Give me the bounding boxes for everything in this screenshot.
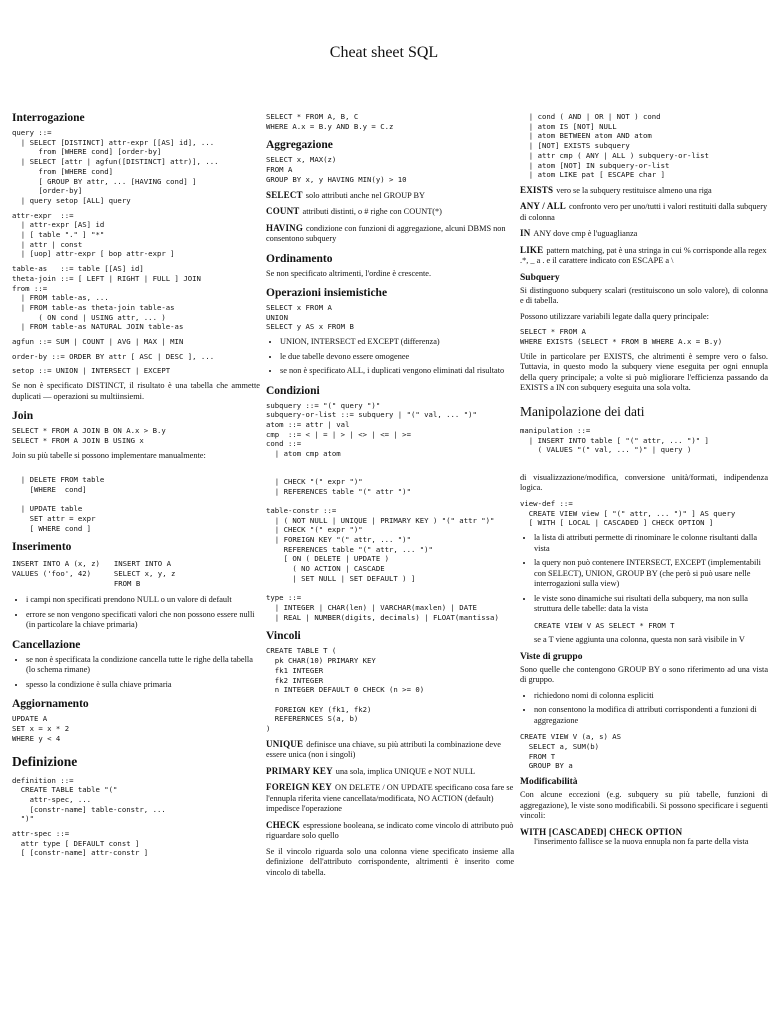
code-attr-expr: attr-expr ::= | attr-expr [AS] id | [ table "." ] "*" | attr | const | [uop] attr-expr [ bop attr-expr ] — [12, 210, 175, 259]
insert-bullets — [12, 595, 260, 631]
list-item: • richiedono nomi di colonna espliciti — [534, 691, 768, 702]
heading-join: Join — [12, 410, 34, 423]
code-aggregation: SELECT x, MAX(z) FROM A GROUP BY x, y HAVING MIN(y) > 10 — [266, 155, 407, 184]
view-bullets — [520, 533, 768, 615]
code-join: SELECT * FROM A JOIN B ON A.x > B.y SELECT * FROM A JOIN B USING x — [12, 426, 166, 445]
list-item: • spesso la condizione è sulla chiave primaria — [26, 680, 260, 691]
subquery-text-1: Si distinguono subquery scalari (restituiscono un solo valore), di colonna e di tabella. — [520, 285, 768, 306]
code-insert-select: INSERT INTO A SELECT x, y, z FROM B — [113, 559, 176, 588]
heading-subquery: Subquery — [520, 272, 560, 283]
def-like: LIKE pattern matching, pat è una stringa in cui % corrisponde alla regex .*, _ a . e il carattere indicato con ESCAPE a \ — [520, 244, 767, 266]
views-intro-text: di visualizzazione/modifica, conversione unità/formati, indipendenza logica. — [520, 472, 768, 493]
def-in: IN ANY dove cmp è l'uguaglianza — [520, 228, 638, 239]
def-having: HAVING condizione con funzioni di aggregazione, alcuni DBMS non consentono subquery — [266, 222, 506, 244]
heading-ordinamento: Ordinamento — [266, 252, 333, 265]
subquery-text-3: Utile in particolare per EXISTS, che altrimenti è sempre vero o falso. Tuttavia, in questo modo la subquery viene eseguita per ogni ennupla della query principale; a volte si può migliorare l'efficienza passando da EXISTS a IN con subquery eseguita una sola volta. — [520, 351, 768, 393]
join-note: Join su più tabelle si possono implementare manualmente: — [12, 450, 206, 460]
list-item: • la lista di attributi permette di rinominare le colonne risultanti dalla vista — [534, 533, 768, 554]
list-item: • UNION, INTERSECT ed EXCEPT (differenza) — [280, 337, 514, 348]
code-create-table: CREATE TABLE T ( pk CHAR(10) PRIMARY KEY fk1 INTEGER fk2 INTEGER n INTEGER DEFAULT 0 CHECK (n >= 0) FOREIGN KEY (fk1, fk2) REFERERNCES S(a, b) ) — [266, 646, 425, 734]
def-count: COUNT attributi distinti, o # righe con COUNT(*) — [266, 206, 442, 217]
group-views-text: Sono quelle che contengono GROUP BY o sono riferimento ad una vista di gruppo. — [520, 664, 768, 685]
code-query-grammar: query ::= | SELECT [DISTINCT] attr-expr [[AS] id], ... from [WHERE cond] [order-by] | SELECT [attr | agfun([DISTINCT] attr)], ... from [WHERE cond] [ GROUP BY attr, ... [HAVING cond] ] [order-by] | query setop [ALL] query — [12, 128, 219, 205]
heading-interrogazione: Interrogazione — [12, 112, 85, 124]
view-dynamic-note: se a T viene aggiunta una colonna, questa non sarà visibile in V — [534, 635, 745, 645]
def-foreign-key: FOREIGN KEY ON DELETE / ON UPDATE specificano cosa fare se l'ennupla riferita viene cancellata/modificata, NO ACTION (default) impedisce l'operazione — [266, 782, 514, 814]
code-view-example: CREATE VIEW V AS SELECT * FROM T — [534, 620, 675, 630]
set-bullets — [266, 337, 514, 377]
list-item: • se non è specificato ALL, i duplicati vengono eliminati dal risultato — [280, 366, 514, 377]
list-item: • la query non può contenere INTERSECT, EXCEPT (implementabili con SELECT), UNION, GROUP BY (che però si può usare nelle interrogazioni sulla view) — [534, 558, 768, 590]
page-title: Cheat sheet SQL — [329, 44, 439, 61]
list-item: • non consentono la modifica di attributi corrispondenti a funzioni di aggregazione — [534, 705, 768, 726]
code-group-view: CREATE VIEW V (a, s) AS SELECT a, SUM(b) FROM T GROUP BY a — [520, 732, 622, 771]
column-1 — [12, 104, 260, 863]
heading-insiemistiche: Operazioni insiemistiche — [266, 287, 388, 300]
heading-modificabilita: Modificabilità — [520, 777, 578, 788]
def-exists: EXISTS vero se la subquery restituisce almeno una riga — [520, 184, 712, 195]
delete-bullets — [12, 655, 260, 691]
list-item: • errore se non vengono specificati valori che non possono essere nulli (in particolare la chiave primaria) — [26, 610, 260, 631]
subquery-text-2: Possono utilizzare variabili legate dalla query principale: — [520, 311, 709, 321]
def-primary-key: PRIMARY KEY una sola, implica UNIQUE e NOT NULL — [266, 765, 476, 776]
heading-cancellazione: Cancellazione — [12, 638, 81, 651]
heading-manipolazione: Manipolazione dei dati — [520, 403, 645, 419]
distinct-note: Se non è specificato DISTINCT, il risultato è una tabella che ammette duplicati — operazioni su multiinsiemi. — [12, 381, 260, 401]
def-check-option: WITH [CASCADED] CHECK OPTION l'inserimento fallisce se la nuova ennupla non fa parte della vista — [520, 826, 749, 847]
code-order-by: order-by ::= ORDER BY attr [ ASC | DESC ], ... — [12, 351, 215, 361]
heading-inserimento: Inserimento — [12, 541, 72, 554]
insert-examples — [12, 557, 260, 593]
code-constraints: | CHECK "(" expr ")" | REFERENCES table "(" attr ")" table-constr ::= | ( NOT NULL | UNIQUE | PRIMARY KEY ) "(" attr ")" | CHECK "(" expr ")" | FOREIGN KEY "(" attr, ... ")" REFERENCES table "(" attr, ... ")" [ ON ( DELETE | UPDATE ) ( NO ACTION | CASCADE | SET NULL | SET DEFAULT ) ] type ::= | INTEGER | CHAR(len) | VARCHAR(maxlen) | DATE | REAL | NUMBER(digits, decimals) | FLOAT(mantissa) — [266, 476, 499, 622]
code-definition: definition ::= CREATE TABLE table "(" attr-spec, ... [constr-name] table-constr, ... ")" — [12, 775, 166, 824]
column-2 — [266, 104, 514, 883]
list-item: • se non è specificata la condizione cancella tutte le righe della tabella (lo schema rimane) — [26, 655, 260, 676]
code-cond-grammar: | cond ( AND | OR | NOT ) cond | atom IS [NOT] NULL | atom BETWEEN atom AND atom | [NOT] EXISTS subquery | attr cmp ( ANY | ALL ) subquery-or-list | atom [NOT] IN subquery-or-list | atom LIKE pat [ ESCAPE char ] — [528, 112, 709, 180]
code-conditions: subquery ::= "(" query ")" subquery-or-list ::= subquery | "(" val, ... ")" atom ::= attr | val cmp ::= < | = | > | <> | <= | >= cond ::= | atom cmp atom — [266, 400, 477, 459]
code-insert-values: INSERT INTO A (x, z) VALUES ('foo', 42) — [12, 559, 100, 578]
heading-viste-gruppo: Viste di gruppo — [520, 651, 583, 662]
def-select: SELECT solo attributi anche nel GROUP BY — [266, 189, 426, 200]
def-any-all: ANY / ALL confronto vero per uno/tutti i valori restituiti dalla subquery di colonna — [520, 201, 768, 222]
code-update: UPDATE A SET x = x * 2 WHERE y < 4 — [12, 714, 70, 743]
code-setop: setop ::= UNION | INTERSECT | EXCEPT — [12, 366, 171, 376]
def-check: CHECK espressione booleana, se indicato come vincolo di attributo può riguardare solo quello — [266, 819, 514, 841]
heading-condizioni: Condizioni — [266, 384, 320, 397]
heading-vincoli: Vincoli — [266, 630, 301, 643]
heading-definizione: Definizione — [12, 753, 78, 769]
list-item: • le due tabelle devono essere omogenee — [280, 352, 514, 363]
code-union: SELECT x FROM A UNION SELECT y AS x FROM B — [266, 303, 354, 332]
constraint-note: Se il vincolo riguarda solo una colonna viene specificato insieme alla definizione dell'attributo corrispondente, altrimenti è inserito come vincolo di tabella. — [266, 846, 514, 877]
code-from-grammar: table-as ::= table [[AS] id] theta-join ::= [ LEFT | RIGHT | FULL ] JOIN from ::= | FROM table-as, ... | FROM table-as theta-join table-as ( ON cond | USING attr, ... ) | FROM table-as NATURAL JOIN table-as — [12, 264, 201, 332]
modifiability-text: Con alcune eccezioni (e.g. subquery su più tabelle, funzioni di aggregazione), le viste sono modificabili. Si possono specificare i seguenti vincoli: — [520, 790, 768, 821]
heading-aggiornamento: Aggiornamento — [12, 698, 89, 711]
list-item: • le viste sono dinamiche sui risultati della subquery, ma non sulla struttura delle tabelle: data la vista — [534, 594, 768, 615]
code-delete-update: | DELETE FROM table [WHERE cond] | UPDATE table SET attr = expr [ WHERE cond ] — [20, 475, 105, 533]
code-manipulation: manipulation ::= | INSERT INTO table [ "(" attr, ... ")" ] ( VALUES "(" val, ... ")" | query ) — [520, 425, 709, 455]
code-agfun: agfun ::= SUM | COUNT | AVG | MAX | MIN — [12, 337, 184, 347]
code-multi-table: SELECT * FROM A, B, C WHERE A.x = B.y AND B.y = C.z — [266, 112, 394, 131]
group-view-bullets — [520, 691, 768, 727]
ordering-note: Se non specificato altrimenti, l'ordine è crescente. — [266, 268, 432, 278]
list-item: • i campi non specificati prendono NULL o un valore di default — [26, 595, 260, 606]
code-view-def: view-def ::= CREATE VIEW view [ "(" attr, ... ")" ] AS query [ WITH [ LOCAL | CASCADED ] CHECK OPTION ] — [520, 498, 736, 528]
column-3 — [520, 104, 768, 853]
def-unique: UNIQUE definisce una chiave, su più attributi la combinazione deve essere unica (non i singoli) — [266, 738, 501, 760]
heading-aggregazione: Aggregazione — [266, 139, 333, 152]
code-correlated-subquery: SELECT * FROM A WHERE EXISTS (SELECT * FROM B WHERE A.x = B.y) — [520, 327, 723, 347]
code-attr-spec: attr-spec ::= attr type [ DEFAULT const ] [ [constr-name] attr-constr ] — [12, 829, 149, 858]
